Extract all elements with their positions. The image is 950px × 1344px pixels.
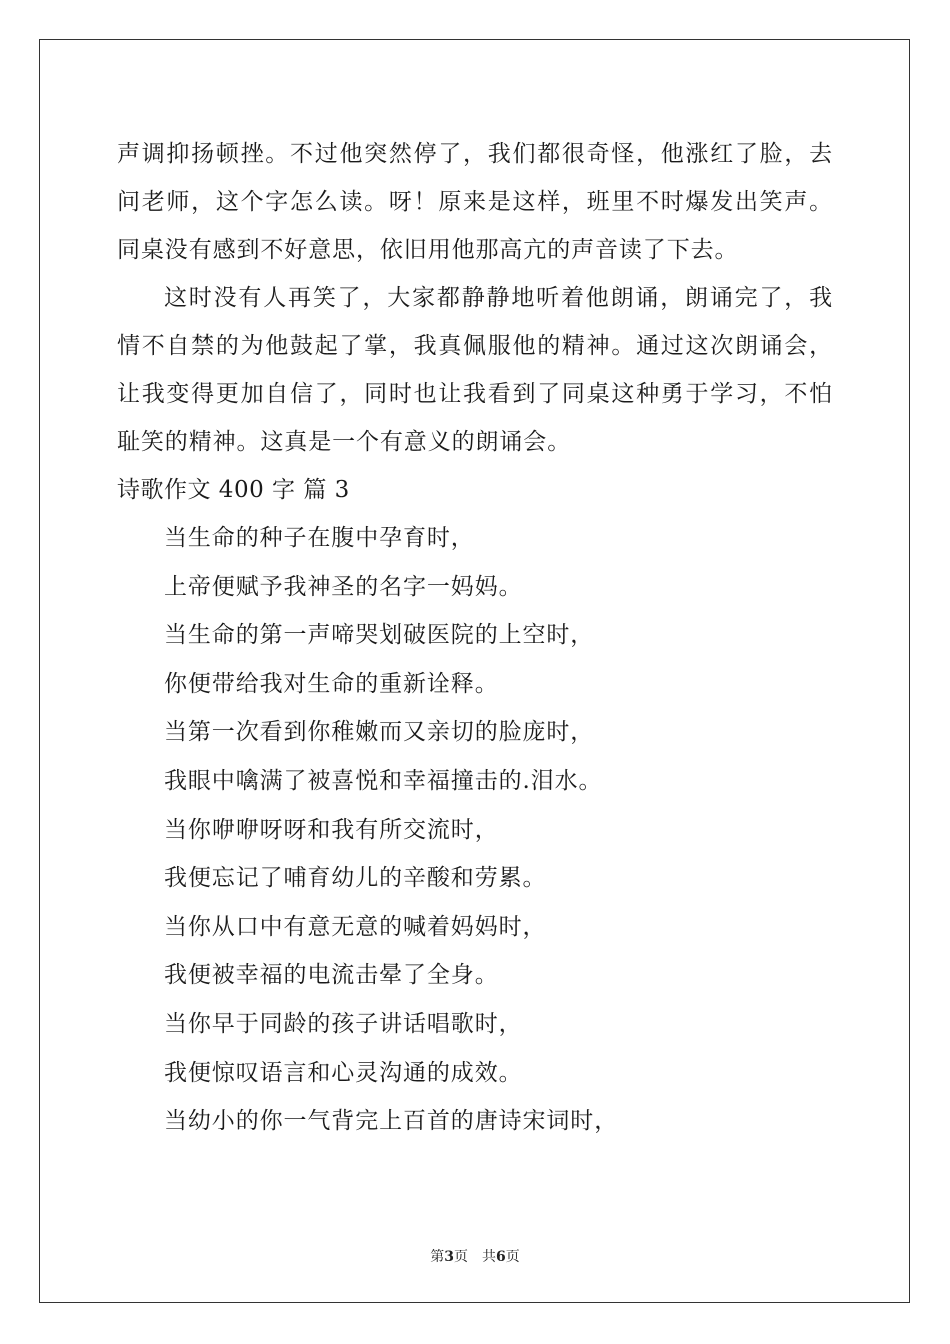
poem	[117, 514, 833, 1146]
poem-line: 你便带给我对生命的重新诠释。	[164, 670, 499, 697]
document-body	[117, 130, 833, 1146]
page-current: 3	[444, 1249, 454, 1265]
poem-line: 当你从口中有意无意的喊着妈妈时，	[164, 913, 547, 940]
poem-line: 我便忘记了哺育幼儿的辛酸和劳累。	[164, 865, 547, 892]
total-unit: 页	[505, 1249, 520, 1265]
poem-line: 我便惊叹语言和心灵沟通的成效。	[164, 1059, 523, 1086]
page-footer	[0, 1246, 950, 1266]
poem-line: 当生命的种子在腹中孕育时，	[164, 525, 475, 551]
page-prefix: 第	[430, 1249, 445, 1265]
poem-line: 我便被幸福的电流击晕了全身。	[164, 962, 499, 989]
poem-line: 当你早于同龄的孩子讲话唱歌时，	[164, 1010, 523, 1037]
page-unit: 页	[454, 1249, 468, 1265]
page-total: 6	[496, 1249, 506, 1265]
poem-line: 当幼小的你一气背完上百首的唐诗宋词时，	[164, 1108, 619, 1135]
poem-line: 当生命的第一声啼哭划破医院的上空时，	[164, 622, 595, 649]
paragraph-2: 这时没有人再笑了，大家都静静地听着他朗诵，朗诵完了，我情不自禁的为他鼓起了掌，我真佩服他的精神。通过这次朗诵会，让我变得更加自信了，同时也让我看到了同桌这种勇于学习，不怕耻笑的精神。这真是一个有意义的朗诵会。	[117, 285, 833, 455]
section-heading: 诗歌作文 400 字 篇 3	[117, 477, 350, 503]
paragraph-1: 声调抑扬顿挫。不过他突然停了，我们都很奇怪，他涨红了脸，去问老师，这个字怎么读。呀！原来是这样，班里不时爆发出笑声。同桌没有感到不好意思，依旧用他那高亢的声音读了下去。	[117, 141, 833, 263]
poem-line: 当第一次看到你稚嫩而又亲切的脸庞时，	[164, 719, 595, 746]
poem-line: 上帝便赋予我神圣的名字一妈妈。	[164, 573, 523, 600]
total-prefix: 共	[482, 1249, 496, 1265]
poem-line: 当你咿咿呀呀和我有所交流时，	[164, 816, 499, 843]
poem-line: 我眼中噙满了被喜悦和幸福撞击的.泪水。	[164, 767, 603, 794]
